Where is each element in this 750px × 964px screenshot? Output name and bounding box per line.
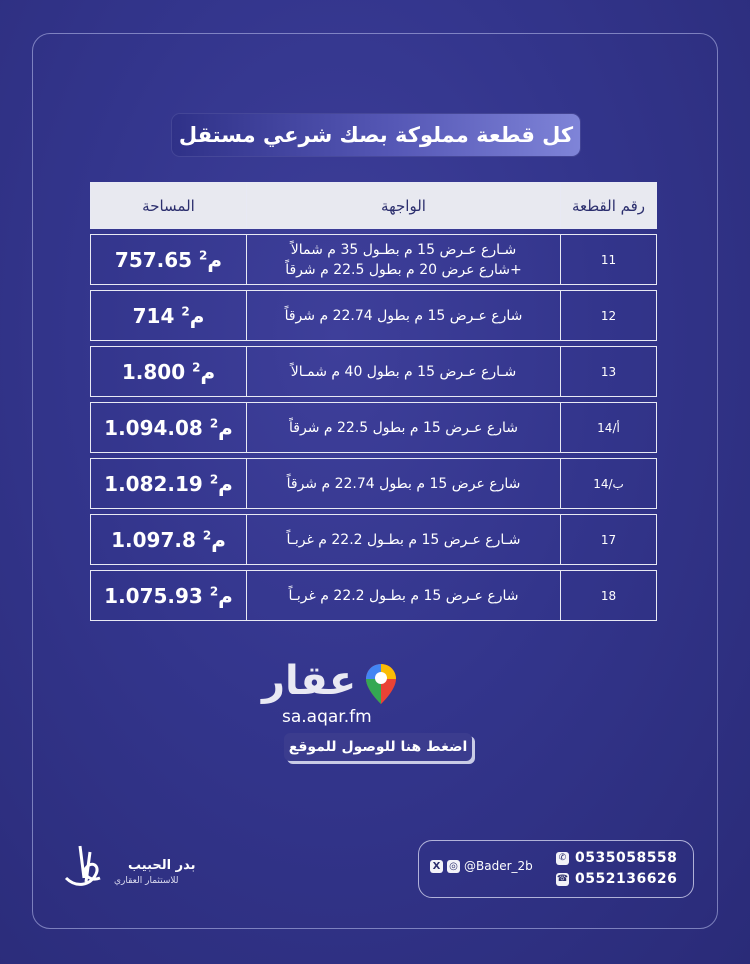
handle-text: @Bader_2b xyxy=(464,859,533,873)
table-row xyxy=(91,459,657,509)
visit-site-label: اضغط هنا للوصول للموقع xyxy=(288,739,468,755)
map-pin-icon[interactable] xyxy=(364,662,398,706)
plot-cell: 17 xyxy=(561,515,657,565)
plot-cell: 13 xyxy=(561,347,657,397)
area-cell: 1.082.19 م$^2$ xyxy=(91,459,247,509)
table-row xyxy=(91,403,657,453)
x-icon[interactable]: X xyxy=(430,860,443,873)
header-area: المساحة xyxy=(91,183,247,229)
frontage-cell: شارع عـرض 15 م بطول 22.74 م شرقاً xyxy=(247,291,561,341)
social-handle[interactable] xyxy=(430,859,533,873)
header-plot: رقم القطعة xyxy=(561,183,657,229)
plot-cell: 11 xyxy=(561,235,657,285)
visit-site-button[interactable] xyxy=(284,733,472,761)
area-cell: 1.800 م$^2$ xyxy=(91,347,247,397)
table-row xyxy=(91,347,657,397)
phone-line-2[interactable] xyxy=(556,871,677,887)
frontage-cell: شـارع عـرض 15 م بطول 40 م شمـالاً xyxy=(247,347,561,397)
phone-number-1: 0535058558 xyxy=(575,850,678,866)
title-banner xyxy=(172,114,580,156)
instagram-icon[interactable]: ◎ xyxy=(447,860,460,873)
aqar-logo-word[interactable]: عقار xyxy=(262,658,357,704)
plot-cell: 14/ب xyxy=(561,459,657,509)
whatsapp-icon: ✆ xyxy=(556,852,569,865)
page-title: كل قطعة مملوكة بصك شرعي مستقل xyxy=(178,123,574,147)
plot-cell: 18 xyxy=(561,571,657,621)
frontage-cell: شارع عـرض 15 م بطـول 22.2 م غربـاً xyxy=(247,571,561,621)
plot-cell: 12 xyxy=(561,291,657,341)
brand-subtitle: للاستثمار العقاري xyxy=(114,876,179,886)
header-frontage: الواجهة xyxy=(247,183,561,229)
area-cell: 1.094.08 م$^2$ xyxy=(91,403,247,453)
table-header-row xyxy=(91,183,657,229)
table-row xyxy=(91,291,657,341)
frontage-cell: شارع عـرض 15 م بطول 22.5 م شرقاً xyxy=(247,403,561,453)
frontage-cell: شـارع عـرض 15 م بطـول 22.2 م غربـاً xyxy=(247,515,561,565)
area-cell: 757.65 م$^2$ xyxy=(91,235,247,285)
frontage-cell: شـارع عـرض 15 م بطـول 35 م شمالاً +شارع عرض 20 م بطول 22.5 م شرقاً xyxy=(247,235,561,285)
plot-cell: 14/أ xyxy=(561,403,657,453)
frontage-cell: شارع عرض 15 م بطول 22.74 م شرقاً xyxy=(247,459,561,509)
plots-table xyxy=(90,182,657,621)
area-cell: 714 م$^2$ xyxy=(91,291,247,341)
table-row xyxy=(91,235,657,285)
brand-name: بدر الحبيب xyxy=(128,858,196,873)
table-row xyxy=(91,571,657,621)
phone-line-1[interactable] xyxy=(556,850,677,866)
site-url[interactable]: sa.aqar.fm xyxy=(282,707,372,727)
phone-icon: ☎ xyxy=(556,873,569,884)
area-cell: 1.075.93 م$^2$ xyxy=(91,571,247,621)
phone-number-2: 0552136626 xyxy=(575,871,678,887)
table-row xyxy=(91,515,657,565)
area-cell: 1.097.8 م$^2$ xyxy=(91,515,247,565)
